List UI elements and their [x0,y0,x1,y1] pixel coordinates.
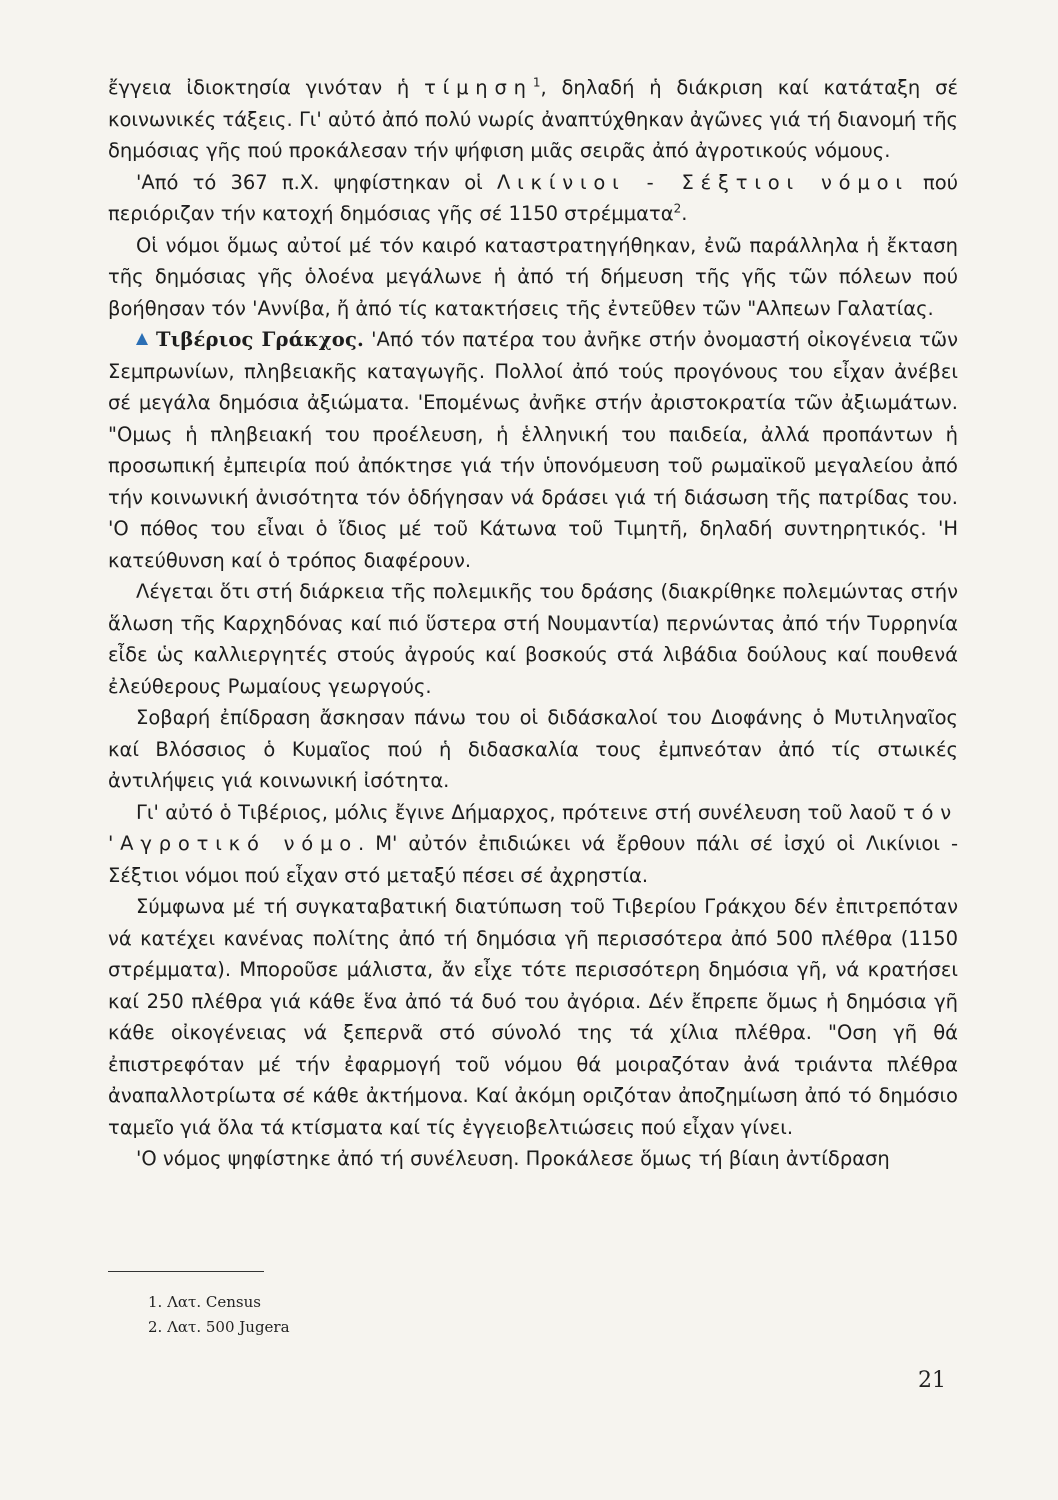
paragraph-1 [108,72,958,167]
footnote-2: 2. Λατ. 500 Jugera [148,1318,290,1336]
triangle-marker-icon [136,333,148,345]
spaced-term: τόν 'Αγροτικό νόμο [108,800,958,855]
footnote-ref-2[interactable]: 2 [673,201,682,216]
text-run: πού περιόριζαν τήν κατοχή δημόσιας γῆς σέ 1150 στρέμματα [108,170,959,225]
text-run: 'Από τό 367 π.Χ. ψηφίστηκαν οἱ [136,170,497,194]
paragraph-3: Οἱ νόμοι ὅμως αὐτοί μέ τόν καιρό καταστρατηγήθηκαν, ἐνῶ παράλληλα ἡ ἔκταση τῆς δημόσιας γῆς ὁλοένα μεγάλωνε ἡ ἀπό τή δήμευση τῆς γῆς τῶν πόλεων πού βοήθησαν τόν 'Αννίβα, ἤ ἀπό τίς κατακτήσεις τῆς ἐντεῦθεν τῶν "Αλπεων Γαλατίας. [108,233,958,320]
spaced-term: Λικίνιοι - Σέξτιοι νόμοι [496,170,909,194]
footnote-1: 1. Λατ. Census [148,1293,261,1311]
paragraph-4 [108,324,958,576]
text-run: ἔγγεια ἰδιοκτησία γινόταν ἡ [108,76,425,99]
text-run: Γι' αὐτό ὁ Τιβέριος, μόλις ἔγινε Δήμαρχος, πρότεινε στή συνέλευση τοῦ λαοῦ [136,800,903,824]
text-run: , δηλαδή ἡ διάκριση καί κατάταξη σέ κοινωνικές τάξεις. Γι' αὐτό ἀπό πολύ νωρίς ἀναπτύχθηκαν ἀγῶνες γιά τή διανομή τῆς δημόσιας γῆς πού προκάλεσαν τήν ψήφιση μιᾶς σειρᾶς ἀπό ἀγροτικούς νόμους. [108,76,958,162]
footnotes [148,1290,290,1340]
paragraph-7 [108,797,958,892]
paragraph-6: Σοβαρή ἐπίδραση ἄσκησαν πάνω του οἱ διδάσκαλοί του Διοφάνης ὁ Μυτιληναῖος καί Βλόσσιος ὁ Κυμαῖος πού ἡ διδασκαλία τους ἐμπνεόταν ἀπό τίς στωικές ἀντιλήψεις γιά κοινωνική ἰσότητα. [108,706,958,792]
text-run: . [681,202,688,225]
paragraph-2 [108,167,958,230]
footnote-ref-1[interactable]: 1 [532,75,541,90]
text-run: 'Από τόν πατέρα του ἀνῆκε στήν ὀνομαστή οἰκογένεια τῶν Σεμπρωνίων, πληβειακῆς καταγωγῆς. Πολλοί ἀπό τούς προγόνους του εἶχαν ἀνέβει σέ μεγάλα δημόσια ἀξιώματα. 'Επομένως ἀνῆκε στήν ἀριστοκρατία τῶν ἀξιωμάτων. "Ομως ἡ πληβειακή του προέλευση, ἡ ἑλληνική του παιδεία, ἀλλά προπάντων ἡ προσωπική ἐμπειρία πού ἀπόκτησε γιά τήν ὑπονόμευση τοῦ ρωμαϊκοῦ μεγαλείου ἀπό τήν κοινωνική ἀνισότητα τόν ὁδήγησαν νά δράσει γιά τή διάσωση τῆς πατρίδας του. 'Ο πόθος του εἶναι ὁ ἴδιος μέ τοῦ Κάτωνα τοῦ Τιμητῆ, δηλαδή συντηρητικός. 'Η κατεύθυνση καί ὁ τρόπος διαφέρουν. [108,328,958,572]
page-number: 21 [918,1368,946,1393]
page-body [108,72,958,1175]
paragraph-8: Σύμφωνα μέ τή συγκαταβατική διατύπωση τοῦ Τιβερίου Γράκχου δέν ἐπιτρεπόταν νά κατέχει κανένας πολίτης ἀπό τή δημόσια γῆ περισσότερα ἀπό 500 πλέθρα (1150 στρέμματα). Μποροῦσε μάλιστα, ἄν εἶχε τότε περισσότερη δημόσια γῆ, νά κρατήσει καί 250 πλέθρα γιά κάθε ἕνα ἀπό τά δυό του ἀγόρια. Δέν ἔπρεπε ὅμως ἡ δημόσια γῆ κάθε οἰκογένειας νά ξεπερνᾶ στό σύνολό της τά χίλια πλέθρα. "Οση γῆ θά ἐπιστρεφόταν μέ τήν ἐφαρμογή τοῦ νόμου θά μοιραζόταν ἀνά τριάντα πλέθρα ἀναπαλλοτρίωτα σέ κάθε ἀκτήμονα. Καί ἀκόμη οριζόταν ἀποζημίωση ἀπό τό δημόσιο ταμεῖο γιά ὅλα τά κτίσματα καί τίς ἐγγειοβελτιώσεις πού εἶχαν γίνει. [108,895,958,1139]
paragraph-5: Λέγεται ὅτι στή διάρκεια τῆς πολεμικῆς του δράσης (διακρίθηκε πολεμώντας στήν ἅλωση τῆς Καρχηδόνας καί πιό ὕστερα στή Νουμαντία) περνώντας ἀπό τήν Τυρρηνία εἶδε ὡς καλλιεργητές στούς ἀγρούς καί βοσκούς στά λιβάδια δούλους καί πουθενά ἐλεύθερους Ρωμαίους γεωργούς. [108,580,958,698]
text-run: . Μ' αὐτόν ἐπιδιώκει νά ἔρθουν πάλι σέ ἰσχύ οἱ Λικίνιοι - Σέξτιοι νόμοι πού εἶχαν στό μεταξύ πέσει σέ ἀχρηστία. [108,832,958,887]
footnote-divider [108,1271,264,1272]
paragraph-9: 'Ο νόμος ψηφίστηκε ἀπό τή συνέλευση. Προκάλεσε ὅμως τή βίαιη ἀντίδραση [136,1147,890,1170]
spaced-term: τίμηση [424,76,533,99]
section-heading: Τιβέριος Γράκχος. [156,328,364,351]
